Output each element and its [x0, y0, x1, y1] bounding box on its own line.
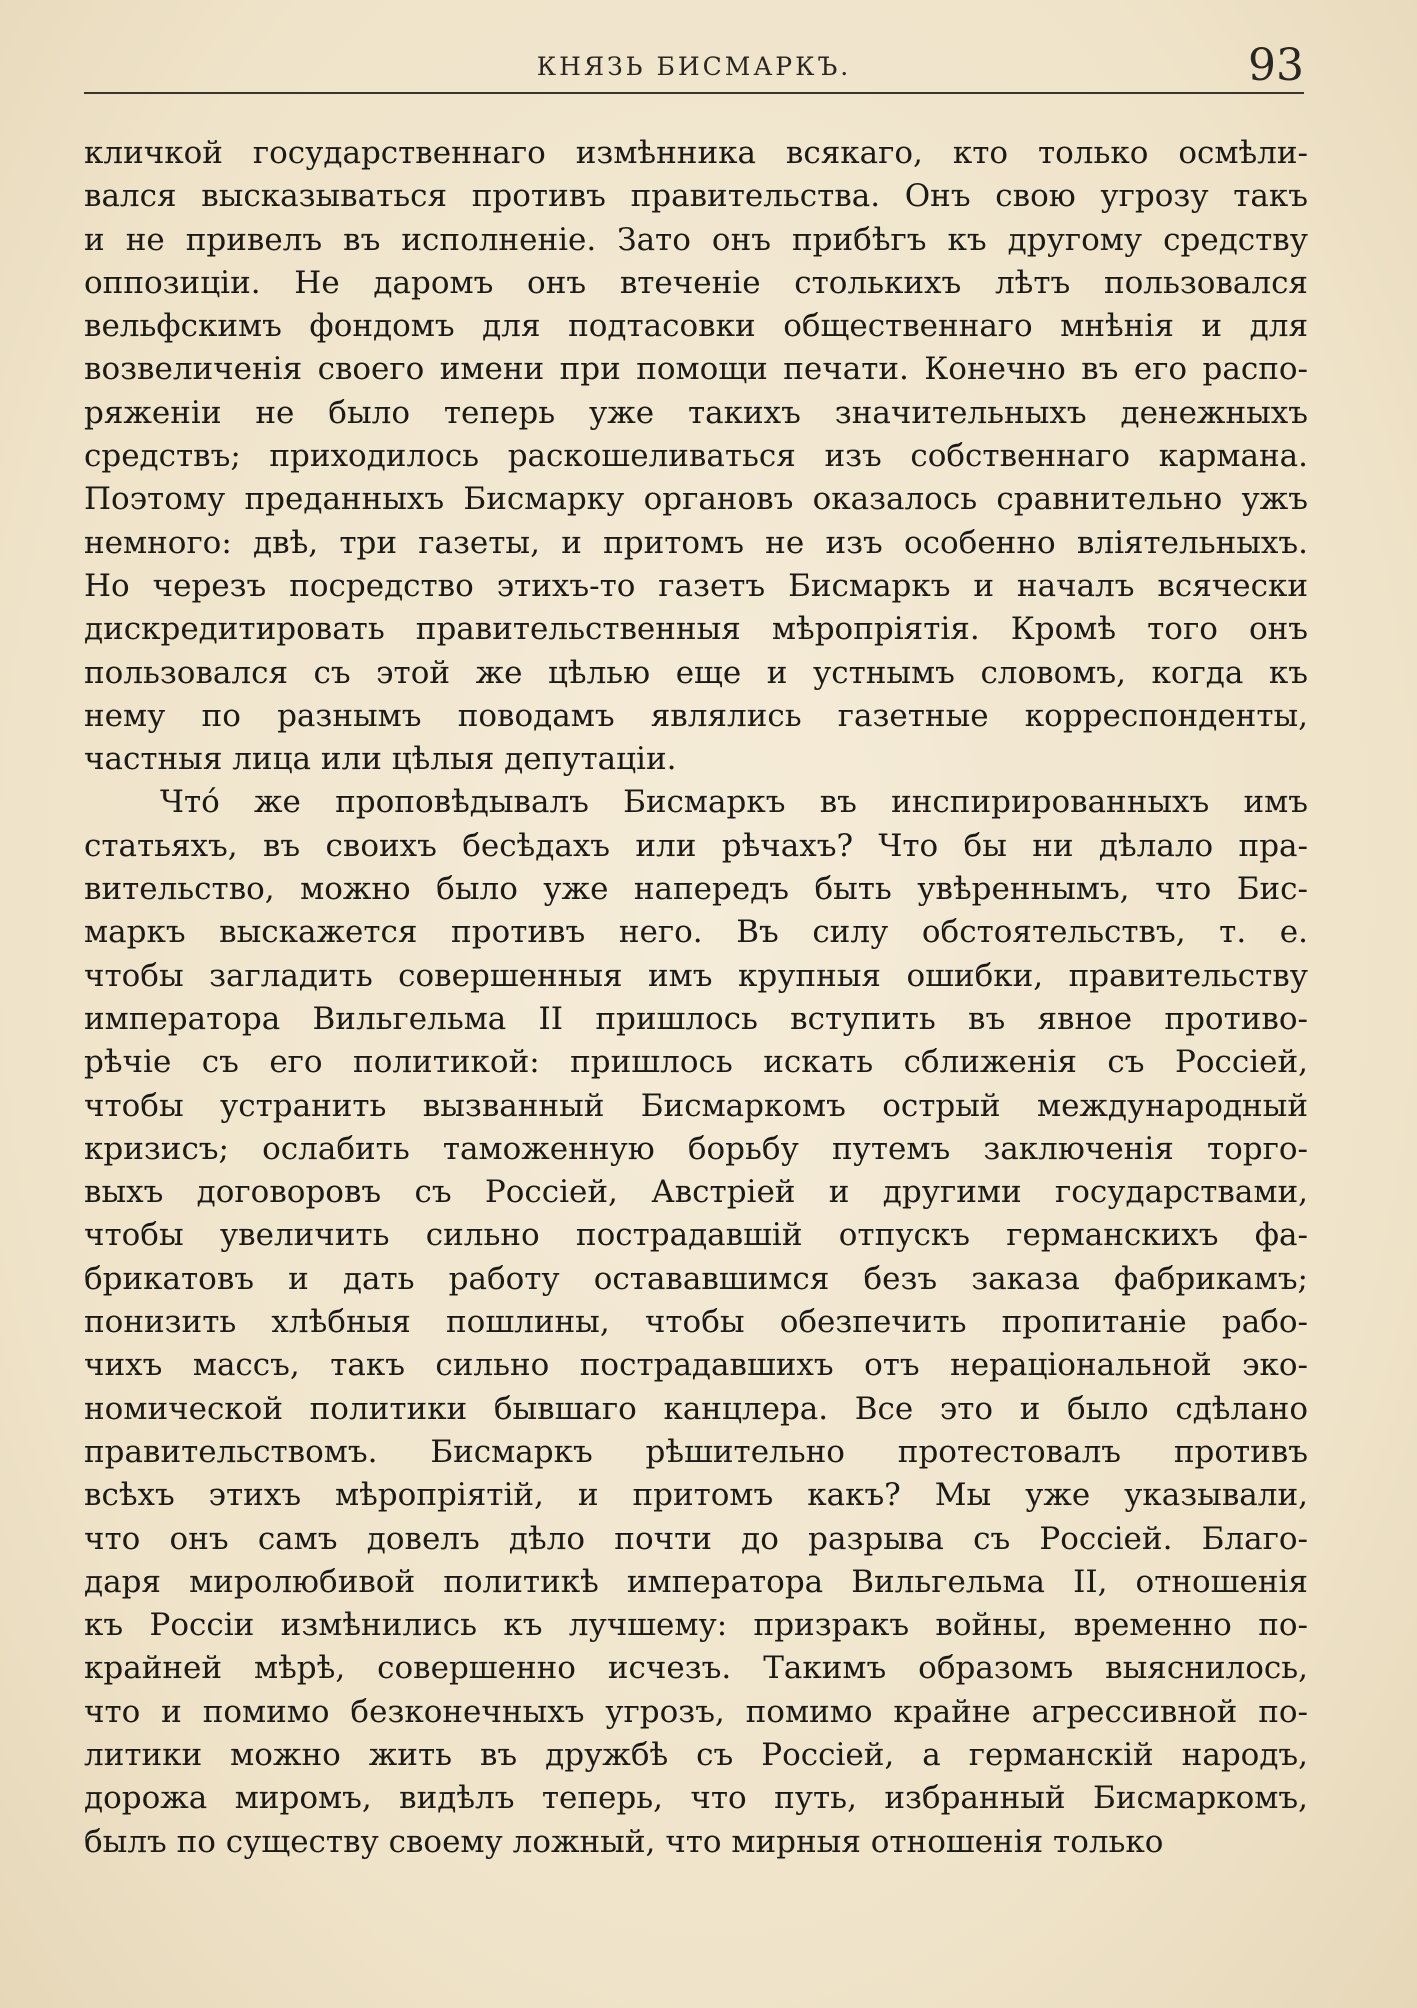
text-line: номической политики бывшаго канцлера. Все это и было сдѣлано — [84, 1390, 1308, 1427]
paragraph — [84, 781, 1308, 1863]
text-line: чтобы загладить совершенныя имъ крупныя ошибки, правительству — [84, 957, 1308, 994]
text-line: брикатовъ и дать работу остававшимся безъ заказа фабрикамъ; — [84, 1260, 1308, 1297]
text-line: средствъ; приходилось раскошеливаться изъ собственнаго кармана. — [84, 438, 1308, 475]
text-line: чтобы устранить вызванный Бисмаркомъ острый международный — [84, 1087, 1308, 1124]
text-line: маркъ выскажется противъ него. Въ силу обстоятельствъ, т. е. — [84, 914, 1308, 951]
running-title: КНЯЗЬ БИСМАРКЪ. — [536, 52, 852, 81]
text-line: ряженіи не было теперь уже такихъ значительныхъ денежныхъ — [84, 394, 1308, 431]
header-rule — [84, 92, 1304, 94]
page-number: 93 — [1248, 40, 1304, 91]
text-line: оппозиціи. Не даромъ онъ втеченіе столькихъ лѣтъ пользовался — [84, 264, 1308, 301]
text-line: къ Россіи измѣнились къ лучшему: призракъ войны, временно по- — [84, 1607, 1308, 1644]
text-line: дорожа миромъ, видѣлъ теперь, что путь, избранный Бисмаркомъ, — [84, 1780, 1308, 1817]
text-line: немного: двѣ, три газеты, и притомъ не изъ особенно вліятельныхъ. — [84, 524, 1308, 561]
text-line: нему по разнымъ поводамъ являлись газетные корреспонденты, — [84, 697, 1308, 734]
text-line: вался высказываться противъ правительства. Онъ свою угрозу такъ — [84, 178, 1308, 215]
paragraph — [84, 132, 1308, 781]
text-line: правительствомъ. Бисмаркъ рѣшительно протестовалъ противъ — [84, 1433, 1308, 1470]
text-line: былъ по существу своему ложный, что мирныя отношенія только — [84, 1823, 1164, 1860]
text-line: даря миролюбивой политикѣ императора Вильгельма II, отношенія — [84, 1563, 1308, 1600]
running-head — [84, 40, 1304, 92]
text-line: пользовался съ этой же цѣлью еще и устнымъ словомъ, когда къ — [84, 654, 1308, 691]
text-line: кличкой государственнаго измѣнника всякаго, кто только осмѣли- — [84, 135, 1308, 171]
text-line: понизить хлѣбныя пошлины, чтобы обезпечить пропитаніе рабо- — [84, 1304, 1308, 1341]
text-line: Чтó же проповѣдывалъ Бисмаркъ въ инспирированныхъ имъ — [160, 784, 1308, 821]
text-line: крайней мѣрѣ, совершенно исчезъ. Такимъ образомъ выяснилось, — [84, 1650, 1308, 1687]
text-line: статьяхъ, въ своихъ бесѣдахъ или рѣчахъ? Что бы ни дѣлало пра- — [84, 827, 1308, 864]
text-line: и не привелъ въ исполненіе. Зато онъ прибѣгъ къ другому средству — [84, 221, 1308, 258]
text-line: возвеличенія своего имени при помощи печати. Конечно въ его распо- — [84, 351, 1308, 388]
text-line: чтобы увеличить сильно пострадавшій отпускъ германскихъ фа- — [84, 1217, 1308, 1254]
text-line: кризисъ; ослабить таможенную борьбу путемъ заключенія торго- — [84, 1130, 1308, 1167]
text-line: рѣчіе съ его политикой: пришлось искать сближенія съ Россіей, — [84, 1044, 1308, 1081]
text-line: что и помимо безконечныхъ угрозъ, помимо крайне агрессивной по- — [84, 1693, 1308, 1730]
text-line: частныя лица или цѣлыя депутаціи. — [84, 741, 677, 778]
text-line: что онъ самъ довелъ дѣло почти до разрыва съ Россіей. Благо- — [84, 1520, 1308, 1557]
text-line: Но черезъ посредство этихъ-то газетъ Бисмаркъ и началъ всячески — [84, 567, 1308, 604]
text-line: чихъ массъ, такъ сильно пострадавшихъ отъ нераціональной эко- — [84, 1347, 1308, 1384]
text-line: всѣхъ этихъ мѣропріятій, и притомъ какъ? Мы уже указывали, — [84, 1477, 1308, 1514]
body-text — [84, 132, 1308, 1864]
text-line: выхъ договоровъ съ Россіей, Австріей и другими государствами, — [84, 1174, 1308, 1211]
text-line: Поэтому преданныхъ Бисмарку органовъ оказалось сравнительно ужъ — [84, 481, 1308, 518]
text-line: вельфскимъ фондомъ для подтасовки общественнаго мнѣнія и для — [84, 308, 1308, 345]
text-line: дискредитировать правительственныя мѣропріятія. Кромѣ того онъ — [84, 611, 1308, 648]
text-line: императора Вильгельма II пришлось вступить въ явное противо- — [84, 1000, 1308, 1037]
text-line: литики можно жить въ дружбѣ съ Россіей, а германскій народъ, — [84, 1736, 1308, 1773]
text-line: вительство, можно было уже напередъ быть увѣреннымъ, что Бис- — [84, 871, 1308, 908]
